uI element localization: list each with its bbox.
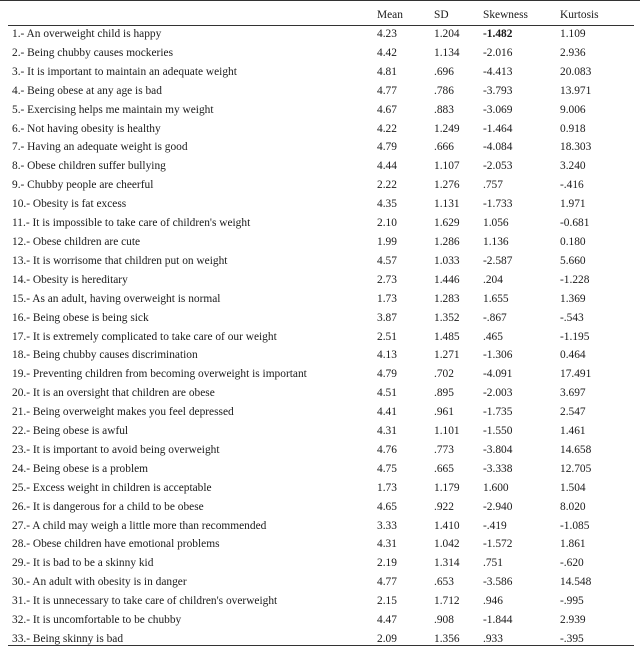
- cell-sd: 1.286: [434, 235, 460, 248]
- table-row: [8, 120, 634, 139]
- cell-sd: .665: [434, 462, 454, 475]
- cell-mean: 4.77: [377, 576, 397, 589]
- cell-kurtosis: 1.971: [560, 198, 586, 211]
- table-row: [8, 271, 634, 290]
- cell-item: 20.- It is an oversight that children are obese: [12, 387, 215, 400]
- cell-item: 25.- Excess weight in children is acceptable: [12, 481, 212, 494]
- table-row: [8, 554, 634, 573]
- cell-sd: 1.629: [434, 217, 460, 230]
- cell-sd: .922: [434, 500, 454, 513]
- cell-sd: 1.485: [434, 330, 460, 343]
- cell-skewness: 1.600: [483, 481, 509, 494]
- cell-mean: 4.79: [377, 368, 397, 381]
- cell-mean: 4.81: [377, 65, 397, 78]
- cell-item: 13.- It is worrisome that children put on weight: [12, 254, 228, 267]
- cell-kurtosis: 3.240: [560, 160, 586, 173]
- cell-mean: 4.13: [377, 349, 397, 362]
- table-row: [8, 138, 634, 157]
- cell-skewness: .204: [483, 273, 503, 286]
- cell-item: 32.- It is uncomfortable to be chubby: [12, 614, 182, 627]
- cell-skewness: -2.016: [483, 46, 513, 59]
- cell-item: 18.- Being chubby causes discrimination: [12, 349, 198, 362]
- cell-sd: 1.033: [434, 254, 460, 267]
- cell-sd: .961: [434, 406, 454, 419]
- descriptive-statistics-table: [8, 6, 634, 649]
- cell-item: 31.- It is unnecessary to take care of children's overweight: [12, 595, 278, 608]
- cell-kurtosis: -.620: [560, 557, 584, 570]
- cell-mean: 2.10: [377, 217, 397, 230]
- cell-skewness: .465: [483, 330, 503, 343]
- cell-item: 8.- Obese children suffer bullying: [12, 160, 166, 173]
- cell-mean: 2.22: [377, 179, 397, 192]
- cell-item: 23.- It is important to avoid being overweight: [12, 443, 220, 456]
- cell-mean: 4.76: [377, 443, 397, 456]
- cell-skewness: -4.413: [483, 65, 513, 78]
- cell-mean: 1.73: [377, 292, 397, 305]
- cell-kurtosis: 1.461: [560, 425, 586, 438]
- cell-skewness: -1.844: [483, 614, 513, 627]
- cell-mean: 4.51: [377, 387, 397, 400]
- cell-kurtosis: -.416: [560, 179, 584, 192]
- cell-kurtosis: 8.020: [560, 500, 586, 513]
- cell-skewness: -3.338: [483, 462, 513, 475]
- cell-kurtosis: 17.491: [560, 368, 592, 381]
- cell-mean: 2.09: [377, 633, 397, 645]
- cell-skewness: -1.735: [483, 406, 513, 419]
- header-sd: SD: [434, 9, 449, 21]
- cell-item: 14.- Obesity is hereditary: [12, 273, 128, 286]
- cell-skewness: -1.733: [483, 198, 513, 211]
- cell-skewness: -.419: [483, 519, 507, 532]
- table-row: [8, 44, 634, 63]
- cell-sd: 1.101: [434, 425, 460, 438]
- cell-sd: 1.249: [434, 122, 460, 135]
- cell-kurtosis: 2.547: [560, 406, 586, 419]
- table-body: [8, 25, 634, 649]
- cell-item: 1.- An overweight child is happy: [12, 28, 162, 40]
- table-row: [8, 498, 634, 517]
- cell-kurtosis: 2.939: [560, 614, 586, 627]
- table-row: [8, 309, 634, 328]
- cell-skewness: .757: [483, 179, 503, 192]
- cell-kurtosis: -.995: [560, 595, 584, 608]
- table-row: [8, 233, 634, 252]
- table-row: [8, 441, 634, 460]
- cell-skewness: -2.003: [483, 387, 513, 400]
- cell-item: 11.- It is impossible to take care of children's weight: [12, 217, 251, 230]
- cell-item: 27.- A child may weigh a little more than recommended: [12, 519, 267, 532]
- cell-mean: 4.47: [377, 614, 397, 627]
- cell-kurtosis: -1.228: [560, 273, 590, 286]
- cell-skewness: .946: [483, 595, 503, 608]
- cell-sd: .653: [434, 576, 454, 589]
- cell-mean: 4.65: [377, 500, 397, 513]
- table-row: [8, 290, 634, 309]
- cell-kurtosis: 20.083: [560, 65, 592, 78]
- table-header-row: [8, 6, 634, 25]
- cell-item: 3.- It is important to maintain an adequate weight: [12, 65, 237, 78]
- cell-item: 12.- Obese children are cute: [12, 235, 141, 248]
- cell-skewness: -4.084: [483, 141, 513, 154]
- cell-mean: 4.41: [377, 406, 397, 419]
- table-row: [8, 479, 634, 498]
- cell-kurtosis: -1.195: [560, 330, 590, 343]
- cell-sd: 1.131: [434, 198, 460, 211]
- cell-skewness: -1.550: [483, 425, 513, 438]
- table-row: [8, 101, 634, 120]
- cell-kurtosis: 14.548: [560, 576, 592, 589]
- cell-sd: 1.352: [434, 311, 460, 324]
- cell-kurtosis: 2.936: [560, 46, 586, 59]
- cell-mean: 4.79: [377, 141, 397, 154]
- header-mean: Mean: [377, 9, 403, 21]
- table-row: [8, 403, 634, 422]
- cell-kurtosis: 18.303: [560, 141, 592, 154]
- cell-sd: 1.283: [434, 292, 460, 305]
- table-row: [8, 214, 634, 233]
- cell-sd: .883: [434, 103, 454, 116]
- cell-skewness: .933: [483, 633, 503, 645]
- cell-skewness: 1.136: [483, 235, 509, 248]
- cell-sd: .666: [434, 141, 454, 154]
- table-row: [8, 252, 634, 271]
- cell-item: 30.- An adult with obesity is in danger: [12, 576, 187, 589]
- table-row: [8, 384, 634, 403]
- cell-skewness: -.867: [483, 311, 507, 324]
- table-row: [8, 195, 634, 214]
- cell-sd: 1.410: [434, 519, 460, 532]
- cell-skewness: -1.482: [483, 28, 513, 40]
- cell-item: 33.- Being skinny is bad: [12, 633, 124, 645]
- cell-item: 9.- Chubby people are cheerful: [12, 179, 154, 192]
- header-item: [8, 6, 375, 25]
- cell-sd: 1.204: [434, 28, 460, 40]
- cell-mean: 4.77: [377, 84, 397, 97]
- cell-sd: 1.271: [434, 349, 460, 362]
- cell-skewness: -3.069: [483, 103, 513, 116]
- cell-sd: .773: [434, 443, 454, 456]
- cell-skewness: -2.940: [483, 500, 513, 513]
- cell-skewness: -1.572: [483, 538, 513, 551]
- cell-skewness: -3.586: [483, 576, 513, 589]
- cell-kurtosis: 1.861: [560, 538, 586, 551]
- cell-sd: 1.134: [434, 46, 460, 59]
- table-row: [8, 517, 634, 536]
- cell-skewness: -3.793: [483, 84, 513, 97]
- cell-item: 7.- Having an adequate weight is good: [12, 141, 188, 154]
- cell-kurtosis: 9.006: [560, 103, 586, 116]
- cell-sd: .696: [434, 65, 454, 78]
- table-row: [8, 630, 634, 649]
- cell-item: 28.- Obese children have emotional problems: [12, 538, 220, 551]
- cell-sd: 1.179: [434, 481, 460, 494]
- cell-skewness: -1.464: [483, 122, 513, 135]
- cell-kurtosis: -.395: [560, 633, 584, 645]
- table-row: [8, 157, 634, 176]
- cell-mean: 2.19: [377, 557, 397, 570]
- table-row: [8, 63, 634, 82]
- cell-kurtosis: 12.705: [560, 462, 592, 475]
- cell-mean: 4.57: [377, 254, 397, 267]
- cell-item: 29.- It is bad to be a skinny kid: [12, 557, 154, 570]
- table-row: [8, 611, 634, 630]
- cell-item: 2.- Being chubby causes mockeries: [12, 46, 174, 59]
- cell-mean: 1.99: [377, 235, 397, 248]
- cell-item: 10.- Obesity is fat excess: [12, 198, 127, 211]
- cell-skewness: 1.056: [483, 217, 509, 230]
- table-row: [8, 460, 634, 479]
- table-row: [8, 25, 634, 44]
- cell-item: 22.- Being obese is awful: [12, 425, 129, 438]
- cell-skewness: -2.587: [483, 254, 513, 267]
- cell-kurtosis: 5.660: [560, 254, 586, 267]
- cell-item: 15.- As an adult, having overweight is normal: [12, 292, 221, 305]
- cell-sd: .702: [434, 368, 454, 381]
- table-row: [8, 328, 634, 347]
- cell-mean: 4.22: [377, 122, 397, 135]
- table-row: [8, 346, 634, 365]
- cell-mean: 4.44: [377, 160, 397, 173]
- cell-item: 21.- Being overweight makes you feel depressed: [12, 406, 234, 419]
- table-row: [8, 176, 634, 195]
- cell-mean: 2.51: [377, 330, 397, 343]
- cell-kurtosis: -0.681: [560, 217, 590, 230]
- cell-skewness: -2.053: [483, 160, 513, 173]
- cell-sd: 1.042: [434, 538, 460, 551]
- cell-mean: 4.23: [377, 28, 397, 40]
- header-kurtosis: Kurtosis: [560, 9, 599, 21]
- cell-mean: 1.73: [377, 481, 397, 494]
- cell-kurtosis: 3.697: [560, 387, 586, 400]
- cell-item: 16.- Being obese is being sick: [12, 311, 149, 324]
- cell-item: 6.- Not having obesity is healthy: [12, 122, 161, 135]
- cell-item: 4.- Being obese at any age is bad: [12, 84, 162, 97]
- cell-sd: 1.712: [434, 595, 460, 608]
- table-row: [8, 82, 634, 101]
- cell-kurtosis: -.543: [560, 311, 584, 324]
- cell-skewness: -1.306: [483, 349, 513, 362]
- table-row: [8, 592, 634, 611]
- cell-sd: .895: [434, 387, 454, 400]
- cell-sd: 1.314: [434, 557, 460, 570]
- cell-kurtosis: 1.109: [560, 28, 586, 40]
- cell-sd: .908: [434, 614, 454, 627]
- cell-mean: 3.87: [377, 311, 397, 324]
- cell-item: 5.- Exercising helps me maintain my weight: [12, 103, 214, 116]
- cell-skewness: .751: [483, 557, 503, 570]
- cell-kurtosis: 13.971: [560, 84, 592, 97]
- cell-mean: 2.73: [377, 273, 397, 286]
- cell-mean: 4.75: [377, 462, 397, 475]
- cell-sd: 1.356: [434, 633, 460, 645]
- cell-item: 26.- It is dangerous for a child to be obese: [12, 500, 204, 513]
- cell-mean: 4.35: [377, 198, 397, 211]
- cell-skewness: -4.091: [483, 368, 513, 381]
- header-skewness: Skewness: [483, 9, 528, 21]
- table-row: [8, 422, 634, 441]
- cell-item: 24.- Being obese is a problem: [12, 462, 149, 475]
- cell-sd: 1.276: [434, 179, 460, 192]
- cell-item: 19.- Preventing children from becoming overweight is important: [12, 368, 307, 381]
- cell-kurtosis: 1.369: [560, 292, 586, 305]
- table-row: [8, 365, 634, 384]
- cell-mean: 4.31: [377, 538, 397, 551]
- table-row: [8, 573, 634, 592]
- cell-kurtosis: 0.918: [560, 122, 586, 135]
- cell-kurtosis: -1.085: [560, 519, 590, 532]
- cell-skewness: -3.804: [483, 443, 513, 456]
- cell-kurtosis: 0.464: [560, 349, 586, 362]
- table-row: [8, 535, 634, 554]
- cell-kurtosis: 0.180: [560, 235, 586, 248]
- cell-skewness: 1.655: [483, 292, 509, 305]
- cell-mean: 3.33: [377, 519, 397, 532]
- cell-kurtosis: 14.658: [560, 443, 592, 456]
- cell-sd: 1.446: [434, 273, 460, 286]
- cell-sd: .786: [434, 84, 454, 97]
- cell-mean: 4.67: [377, 103, 397, 116]
- cell-item: 17.- It is extremely complicated to take care of our weight: [12, 330, 277, 343]
- cell-mean: 2.15: [377, 595, 397, 608]
- top-rule: [0, 0, 640, 1]
- cell-mean: 4.31: [377, 425, 397, 438]
- cell-sd: 1.107: [434, 160, 460, 173]
- cell-mean: 4.42: [377, 46, 397, 59]
- cell-kurtosis: 1.504: [560, 481, 586, 494]
